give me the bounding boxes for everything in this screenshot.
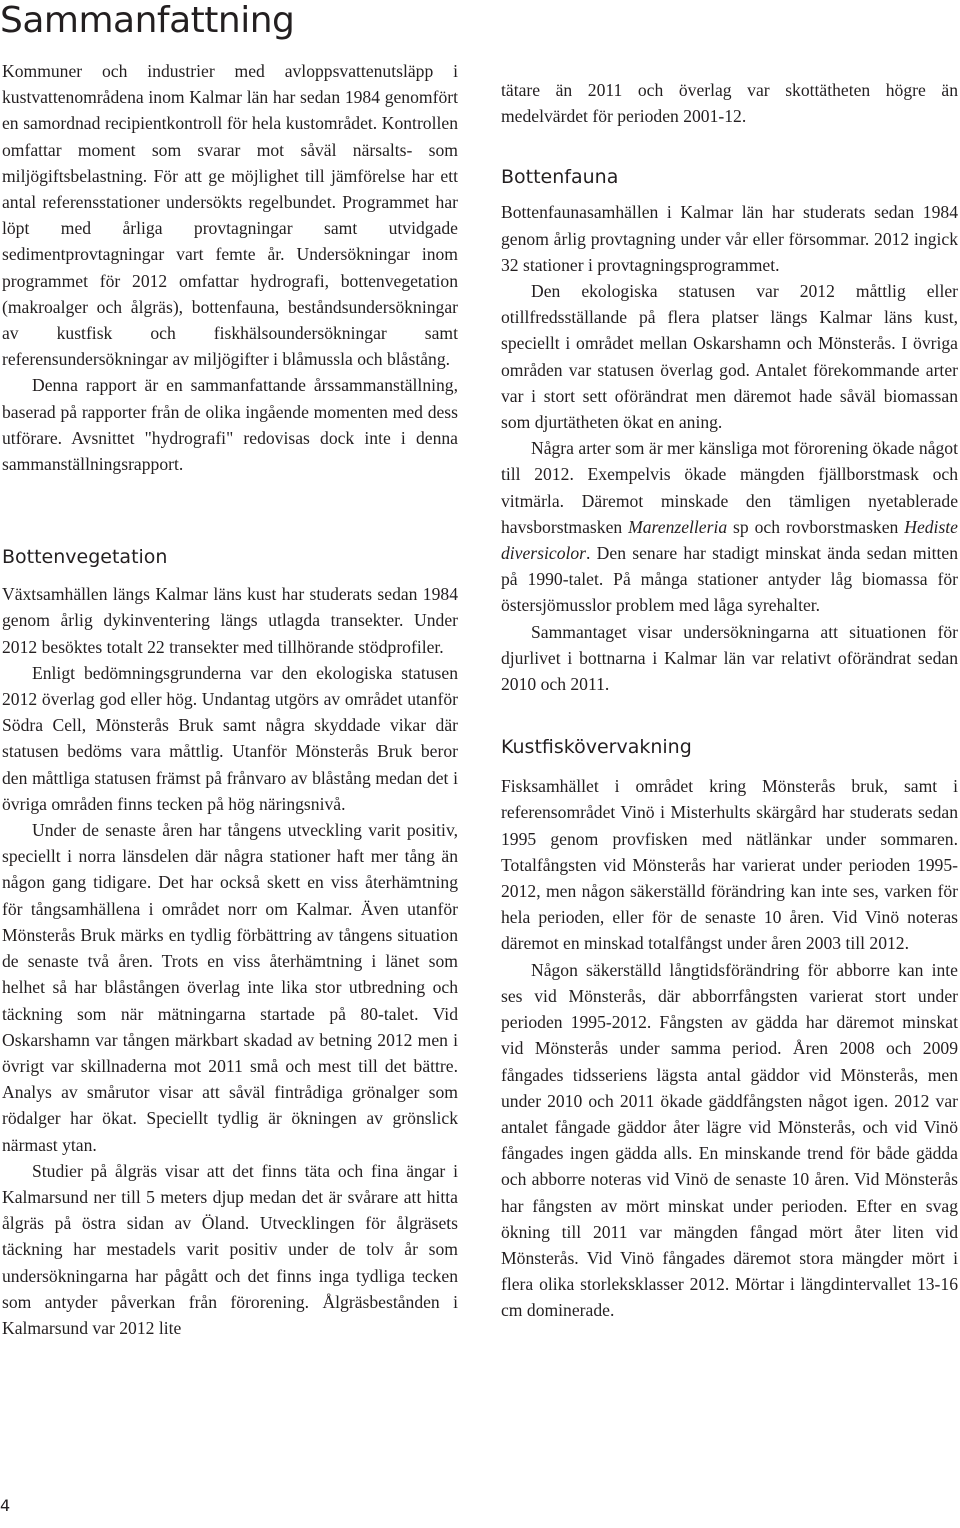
kustfisk-paragraph-1: Fisksamhället i området kring Mönsterås bruk, samt i referensområdet Vinö i Misterhults skärgård har studerats sedan 1995 genom provfisken med nätlänkar under sommaren. Totalfångsten vid Mönsterås har varierat under perioden 1995-2012, men någon säkerställd förändring kan inte ses, varken för hela perioden, eller för de senaste 10 åren. Vid Vinö noteras däremot en minskad totalfångst under åren 2003 till 2012. [501,776,958,954]
species-name-hediste: Hediste diversicolor [501,516,958,564]
bottenvegetation-paragraph-4: Studier på ålgräs visar att det finns täta och fina ängar i Kalmarsund ner till 5 meters djup medan det är svårare att hitta ålgräs på östra sidan av Öland. Utvecklingen för ålgräsets täckning har mestadels varit positiv under de tolv år som undersökningarna har pågått och det finns inga tydliga tecken som antyder påverkan från förorening. Ålgräsbestånden i Kalmarsund var 2012 lite [2,1160,458,1338]
kustfisk-paragraph-2: Någon säkerställd långtidsförändring för abborre kan inte ses vid Mönsterås, där abborrfångsten varierat stort under perioden 1995-2012. Fångsten av gädda har däremot minskat vid Mönsterås under samma period. Åren 2008 och 2009 fångades tidsseriens lägsta antal gäddor vid Mönsterås, men under 2010 och 2011 ökade gäddfångsten något igen. 2012 var antalet fångade gäddor åter lägre vid Mönsterås, och vid Vinö fångades ingen gädda alls. En minskande trend för både gädda och abborre noteras vid Vinö de senaste 10 åren. Vid Mönsterås har fångsten av mört minskat under perioden. Efter en svag ökning till 2011 var mängden fångad mört åter liten vid Mönsterås. Vid Vinö fångades däremot stora mängder mört i flera olika storleksklasser 2012. Mörtar i längdintervallet 13-16 cm dominerade. [501,959,958,1321]
species-text-part-3: . Den senare har stadigt minskat ända sedan mitten på 1990-talet. På många stationer antyder låg biomassa för östersjömusslor problem med låga syrehalter. [501,543,958,616]
page-title: Sammanfattning [0,0,295,41]
bottenfauna-paragraph-1: Bottenfaunasamhällen i Kalmar län har studerats sedan 1984 genom årlig provtagning under vår eller försommar. 2012 ingick 32 stationer i provtagningsprogrammet. [501,202,958,275]
bottenvegetation-paragraph-1: Växtsamhällen längs Kalmar läns kust har studerats sedan 1984 genom årlig dykinventering längs utlagda transekter. Under 2012 besöktes totalt 22 transekter med tillhörande stödprofiler. [2,584,458,657]
left-column [2,58,458,1341]
continuation-paragraph: tätare än 2011 och överlag var skottätheten högre än medelvärdet för perioden 2001-12. [501,80,958,127]
species-name-marenzelleria: Marenzelleria [628,516,728,537]
bottenfauna-closing-paragraph: Sammantaget visar undersökningarna att situationen för djurlivet i bottnarna i Kalmar län var relativt oförändrat sedan 2010 och 2011. [501,621,958,695]
right-column [501,77,958,1324]
heading-kustfiskovervakning: Kustfiskövervakning [501,736,692,759]
heading-bottenfauna: Bottenfauna [501,166,619,189]
species-text-part-2: sp och rovborstmasken [727,516,905,537]
bottenfauna-paragraph-3 [501,435,958,618]
species-text-part-1: Några arter som är mer känsliga mot förorening ökade något till 2012. Exempelvis ökade mängden fjällborstmask och vitmärla. Däremot minskade den tämligen nyetablerade havsborstmasken [501,438,958,537]
bottenvegetation-paragraph-2: Enligt bedömningsgrunderna var den ekologiska statusen 2012 överlag god eller hög. Undantag utgörs av området utanför Södra Cell, Mönsterås Bruk samt några skyddade vikar där statusen bedöms vara måttlig. Utanför Mönsterås Bruk beror den måttliga statusen främst på frånvaro av blåstång medan det i övriga områden finns tecken på hög näringsnivå. [2,662,458,814]
heading-bottenvegetation: Bottenvegetation [2,546,168,569]
intro-paragraph-1: Kommuner och industrier med avloppsvattenutsläpp i kustvattenområdena inom Kalmar län har sedan 1984 genomfört en samordnad recipientkontroll för hela kustområdet. Kontrollen omfattar moment som svarar mot såväl närsalts- som miljögiftsbelastning. För att ge möjlighet till jämförelse har ett antal referensstationer undersökts regelbundet. Programmet har löpt med årliga provtagningar samt utvidgade sedimentprovtagningar vart femte år. Undersökningar inom programmet för 2012 omfattar hydrografi, bottenvegetation (makroalger och ålgräs), bottenfauna, beståndsundersökningar av kustfisk och fiskhälsoundersökningar samt referensundersökningar av miljögifter i blåmussla och blåstång. [2,61,458,370]
bottenfauna-paragraph-2: Den ekologiska statusen var 2012 måttlig eller otillfredsställande på flera platser längs Kalmar läns kust, speciellt i området mellan Oskarshamn och Mönsterås. I övriga områden var statusen överlag god. Antalet förekommande arter var i stort sett oförändrat men däremot hade såväl biomassan som djurtätheten ökat en aning. [501,281,958,433]
intro-paragraph-2: Denna rapport är en sammanfattande årssammanställning, baserad på rapporter från de olika ingående momenten med dess utförare. Avsnittet "hydrografi" redovisas dock inte i denna sammanställningsrapport. [2,375,458,475]
bottenvegetation-paragraph-3: Under de senaste åren har tångens utveckling varit positiv, speciellt i norra länsdelen där några stationer haft mer tång än någon gang tidigare. Det har också skett en viss återhämtning för tångsamhällena i området norr om Kalmar. Även utanför Mönsterås Bruk märks en tydlig förbättring av tångens situation de senaste två åren. Trots en viss återhämtning i länet som helhet så har blåstången överlag inte lika stor utbredning och täckning som när mätningarna startade på 80-talet. Vid Oskarshamn var tången märkbart skadad av betning 2012 men i övrigt var skillnaderna mot 2011 små och mest till det bättre. Analys av smårutor visar att såväl fintrådiga grönalger som rödalger har ökat. Speciellt tydlig är ökningen av grönslick närmast ytan. [2,820,458,1155]
page-number: 4 [0,1496,11,1515]
